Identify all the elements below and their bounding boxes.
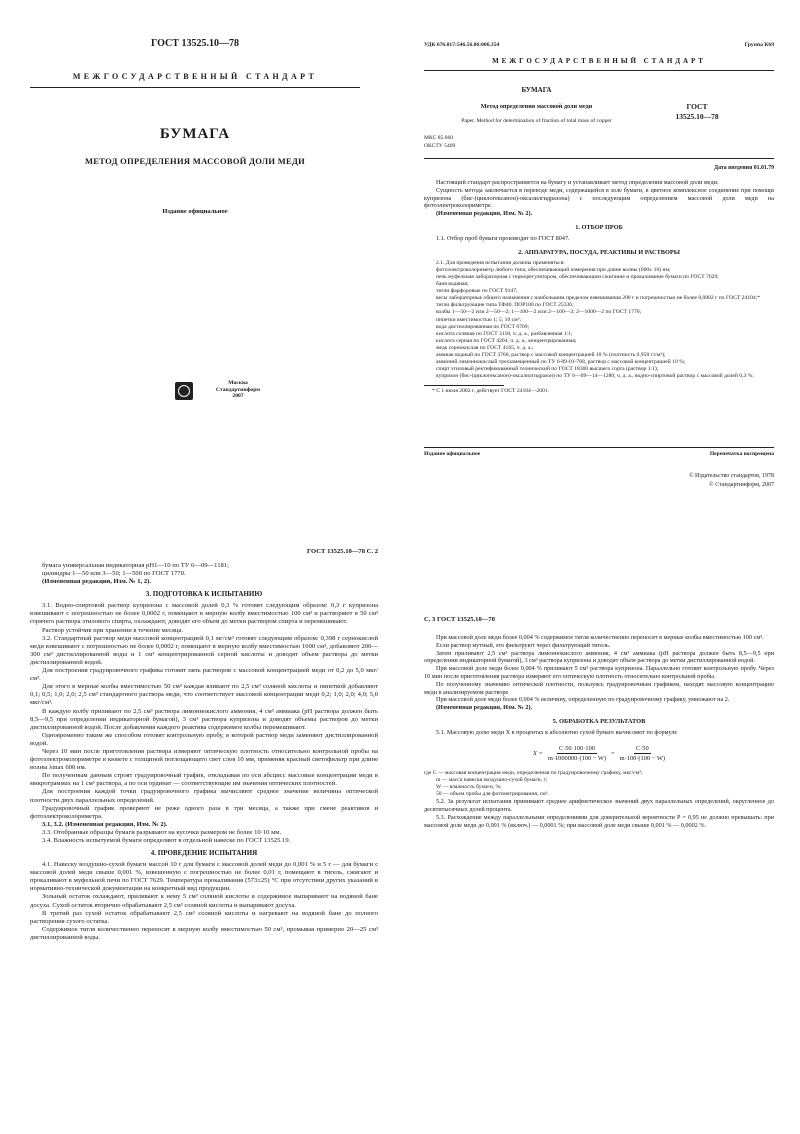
cover-subtitle: МЕТОД ОПРЕДЕЛЕНИЯ МАССОВОЙ ДОЛИ МЕДИ	[84, 156, 306, 166]
paragraph: Затем приливают 2,5 см³ раствора лимоннокислого аммония, 4 см³ аммиака (pH раствора должен быть 8,5—9,5 при определении индикаторной бумагой), 3 см³ раствора купризона и доводят объем раствора до метки дистиллированной водой.	[424, 649, 774, 665]
list-item: пипетки вместимостью 1; 5; 10 см³;	[436, 316, 521, 323]
section-5-title: 5. ОБРАБОТКА РЕЗУЛЬТАТОВ	[552, 717, 646, 725]
page-3-header: С. 3 ГОСТ 13525.10—78	[424, 616, 495, 623]
intro-paragraph: Сущность метода заключается в переводе меди, содержащейся в золе бумаги, в цветное комплексное соединение при помощи купризона (бис-(циклогексанон)-оксалилгидразона) с последующим определением массовой доли меди на фотоэлектроколориметре.	[424, 186, 774, 210]
list-item: вода дистиллированная по ГОСТ 6709;	[436, 323, 530, 330]
list-item: медь сернокислая по ГОСТ 4165, ч. д. а.;	[436, 344, 534, 351]
paragraph: 3.3. Отобранные образцы бумаги разрывают на кусочки размером не более 10·10 мм.	[42, 828, 282, 836]
formula-denominator: m·100·(100 − W)	[619, 754, 665, 762]
section-1-title: 1. ОТБОР ПРОБ	[575, 223, 623, 231]
list-item: печь муфельная лабораторная с терморегулятором, обеспечивающим сжигание и прокаливание бумаги по ГОСТ 7629;	[436, 273, 719, 280]
english-title: Paper. Method for determination of fraction of total mass of copper	[461, 118, 612, 124]
list-item: фотоэлектроколориметр любого типа, обеспечивающий измерения при длине волны (600± 10) нм;	[436, 266, 671, 273]
paragraph: При массовой доле меди более 0,004 % содержимое тигля количественно переносят в мерные колбы вместимостью 100 см³.	[436, 634, 764, 641]
list-item: аммоний лимоннокислый трехзамещенный по ТУ 6-09-01-768, раствор с массовой концентрацией 10 %;	[436, 359, 686, 366]
paragraph: По полученным данным строят градуировочный график, откладывая по оси абсцисс массовые концентрации меди в микрограммах на 1 см³ раствора, а по оси ординат — соответствующие им значения оптических плотностей.	[30, 772, 378, 788]
paragraph: Если раствор мутный, его фильтруют через фильтрующий тигель.	[436, 641, 611, 649]
list-item: 2.1. Для проведения испытания должны применяться:	[436, 259, 565, 266]
list-item: кислота соляная по ГОСТ 3118, ч. д. а., разбавленная 1:1;	[436, 330, 573, 337]
variable-line: W — влажность бумаги, %;	[436, 783, 502, 790]
variable-line: 50 — объем пробы для фотометрирования, см³.	[436, 791, 549, 798]
footnote: * С 1 июля 2002 г. действует ГОСТ 24104—2001.	[432, 388, 550, 395]
footer-divider	[424, 447, 774, 448]
meta-divider	[424, 158, 774, 159]
udc-code: УДК 676.017:546.56.06:006.354	[424, 42, 500, 48]
paragraph: Для построения градуировочного графика готовят пять растворов с массовой концентрацией меди от 0,2 до 5,0 мкг/см³.	[30, 667, 378, 683]
paragraph: Для построения каждой точки градуировочного графика вычисляют среднее значение величины оптической плотности двух параллельных определений.	[30, 788, 378, 804]
intro-paragraph: Настоящий стандарт распространяется на бумагу и устанавливает метод определения массовой доли меди.	[436, 179, 719, 186]
formula-equals: =	[611, 749, 615, 757]
footnote-divider	[424, 385, 504, 386]
paragraph: Содержимое тигля количественно переносят в мерную колбу вместимостью 50 см³, промывая примерно 20—25 см³ дистиллированной воды.	[30, 925, 378, 941]
formula-numerator: C·50·100·100	[558, 744, 596, 752]
page-2	[30, 548, 378, 1088]
paragraph: При массовой доле меди более 0,004 % приливают 5 см³ раствора купризона. Параллельно готовят контрольную пробу. Через 10 мин после приготовления раствора измеряют его оптическую плотность относительно контрольной пробы.	[424, 665, 774, 680]
group-code: Группа К69	[744, 42, 774, 48]
cover-edition: Издание официальное	[162, 208, 228, 215]
footer-edition: Издание официальное	[424, 451, 481, 457]
list-item: баня водяная;	[436, 281, 469, 288]
cover-title: БУМАГА	[159, 126, 231, 142]
cover-publisher: Москва Стандартинформ 2007	[215, 380, 261, 400]
variable-line: m — масса навески воздушно-сухой бумаги, г;	[436, 776, 548, 783]
paragraph: 3.4. Влажность испытуемой бумаги определяют в отдельной навеске по ГОСТ 13525.19.	[42, 837, 291, 844]
paragraph: В третий раз сухой остаток обрабатывают 2,5 см³ соляной кислоты и нагревают на водяной бане до полного растворения сухого остатка.	[30, 909, 378, 925]
okstu-code: ОКСТУ 5409	[424, 143, 456, 149]
paragraph: 5.3. Расхождение между параллельными определениями для доверительной вероятности P = 0,95 не должно превышать: при массовой доле меди до 0,001 % (включ.) — 0,0001 %; при массовой доле меди свыше 0,001 % — 0,0002 %.	[424, 813, 774, 829]
paragraph: 5.1. Массовую долю меди X в процентах к абсолютно сухой бумаге вычисляют по формуле	[436, 728, 678, 736]
amendment-note: (Измененная редакция, Изм. № 2).	[436, 210, 533, 218]
publisher-logo-icon	[175, 382, 193, 400]
equipment-list	[424, 260, 774, 381]
formula-fraction	[548, 745, 606, 762]
page-2-body	[30, 562, 378, 942]
formula-lhs: X =	[533, 749, 543, 757]
paragraph: Градуировочный график проверяют не реже одного раза в три месяца, а также при смене реактивов и фотоэлектроколориметра.	[30, 804, 378, 820]
paragraph: Зольный остаток охлаждают, приливают к нему 5 см³ соляной кислоты и содержимое выпаривают на водяной бане досуха. Сухой остаток вторично обрабатывают 2,5 см³ соляной кислоты и выпаривают досуха.	[30, 893, 378, 909]
section-2-title: 2. АППАРАТУРА, ПОСУДА, РЕАКТИВЫ И РАСТВОРЫ	[518, 248, 680, 256]
title-banner: МЕЖГОСУДАРСТВЕННЫЙ СТАНДАРТ	[492, 57, 706, 65]
paragraph: 3.1. Водно-спиртовой раствор купризона с массовой долей 0,3 % готовят следующим образом: 0,3 г купризона взвешивают с погрешностью не более 0,0002 г, помещают в мерную колбу вместимостью 100 см³ и растворяют в 50 см³ горячего раствора этилового спирта, охлаждают, доводят его объем до метки раствором спирта и перемешивают.	[30, 602, 378, 626]
page-3-body	[424, 634, 774, 829]
paragraph: 4.1. Навеску воздушно-сухой бумаги массой 10 г для бумаги с массовой долей меди до 0,001 % и 5 г — для бумаги с массовой долей меди свыше 0,001 %, взвешенную с погрешностью не более 0,01 г, помещают в тигель, сжигают и прокаливают в муфельной печи по ГОСТ 7629. Температура прокаливания (573±25) °С при отсутствии других указаний в нормативно-технической документации на конкретный вид продукции.	[30, 861, 378, 893]
paragraph: Через 10 мин после приготовления раствора измеряют оптическую плотность относительно контрольной пробы на фотоэлектроколориметре в кювете с толщиной поглощающего свет слоя 10 мм, применяя красный светофильтр при длине волны λmax 600 нм.	[30, 747, 378, 772]
list-item: колбы 1—50—2 или 2—50—2; 1—100—2 или 2—100—2; 2—1000—2 по ГОСТ 1770;	[436, 309, 642, 316]
list-item: спирт этиловый ректификованный технический по ГОСТ 18300 высшего сорта (раствор 1:1);	[436, 366, 659, 373]
formula-numerator: C·50	[635, 744, 649, 752]
list-item: аммиак водный по ГОСТ 3760, раствор с массовой концентрацией 10 % (плотность 0,958 г/см³);	[436, 352, 666, 358]
title-divider	[424, 70, 774, 71]
list-item: тигли фильтрующие типа ТФ40, ПОР100 по ГОСТ 25336;	[436, 302, 574, 309]
cover-banner: МЕЖГОСУДАРСТВЕННЫЙ СТАНДАРТ	[72, 72, 318, 81]
variable-line: где C — массовая концентрация меди, определенная по градуировочному графику, мкг/см³;	[424, 769, 643, 776]
footer-reprint: Перепечатка воспрещена	[709, 451, 774, 457]
list-item: кислота серная по ГОСТ 4204, ч. д. а., концентрированная;	[436, 337, 577, 344]
section-4-title: 4. ПРОВЕДЕНИЕ ИСПЫТАНИЯ	[150, 849, 258, 858]
list-item: весы лабораторные общего назначения с наибольшим пределом взвешивания 200 г и погрешностью не более 0,0002 г по ГОСТ 24104;*	[436, 295, 761, 302]
title-sheet-body	[424, 179, 774, 395]
section-1-text: 1.1. Отбор проб бумаги производят по ГОСТ 8047.	[436, 234, 570, 242]
page-2-header: ГОСТ 13525.10—78 С. 2	[307, 548, 378, 555]
list-item: цилиндры 1—50 или 3—50; 1—500 по ГОСТ 1770.	[42, 570, 186, 578]
gost-code-box: ГОСТ 13525.10—78	[675, 102, 719, 121]
page-3	[424, 616, 774, 936]
variables-legend	[424, 770, 774, 798]
intro-date: Дата введения 01.01.79	[714, 165, 774, 171]
cover-gost-number: ГОСТ 13525.10—78	[151, 38, 239, 49]
section-3-title: 3. ПОДГОТОВКА К ИСПЫТАНИЮ	[145, 590, 263, 599]
formula-denominator: m·1000000·(100 − W)	[547, 754, 606, 762]
sheet-title: БУМАГА	[521, 86, 552, 94]
list-item: купризон (бис-(циклогексанон)-оксалилгидразон) по ТУ 6—09—14—1280, ч. д. а., водно-спиртовой раствор с массовой долей 0,3 %;	[436, 373, 754, 380]
method-title: Метод определения массовой доли меди	[480, 103, 593, 110]
paragraph: Для этого в мерные колбы вместимостью 50 см³ каждая вливают по 2,5 см³ соляной кислоты и пипеткой добавляют 0,1; 0,5; 1,0; 2,0; 2,5 см³ стандартного раствора меди, что соответствует массовой концентрации меди 0,2; 1,0; 2,0; 4,0; 5,0 мкг/см³.	[30, 683, 378, 707]
amendment-note: (Измененная редакция, Изм. № 1, 2).	[42, 578, 152, 586]
paragraph: В каждую колбу приливают по 2,5 см³ раствора лимоннокислого аммония, 4 см³ аммиака (pH раствора должен быть 8,5—9,5 при определении индикаторной бумагой), 3 см³ раствора купризона и доводят объемы растворов до метки дистиллированной водой. После добавления каждого реактива содержимое колбы перемешивают.	[30, 707, 378, 731]
result-formula	[424, 745, 774, 762]
page-title-sheet	[424, 42, 774, 522]
paragraph: Раствор устойчив при хранении в течение месяца.	[42, 626, 183, 634]
amendment-note: (Измененная редакция, Изм. № 2).	[436, 704, 533, 712]
cover-divider	[30, 87, 360, 88]
mks-code: МКС 85.060	[424, 135, 454, 141]
paragraph: По полученному значению оптической плотности, пользуясь градуировочным графиком, находят массовую концентрацию меди в анализируемом растворе.	[424, 680, 774, 696]
copyright: © Издательство стандартов, 1978 © Стандартинформ, 2007	[688, 473, 774, 488]
list-item: бумага универсальная индикаторная pH1—10 по ТУ 6—09—1181;	[42, 562, 229, 569]
list-item: тигли фарфоровые по ГОСТ 9147;	[436, 288, 518, 295]
paragraph: При массовой доле меди более 0,004 % величину, определенную по градуировочному графику, умножают на 2.	[436, 696, 730, 704]
paragraph: Одновременно таким же способом готовят контрольную пробу, в которой раствор меди заменяют дистиллированной водой.	[30, 731, 378, 747]
paragraph: 5.2. За результат испытания принимают среднее арифметическое значений двух параллельных определений, округленное до десятитысячных долей процента.	[424, 798, 774, 813]
amendment-note: 3.1, 3.2. (Измененная редакция, Изм. № 2).	[42, 820, 168, 828]
paragraph: 3.2. Стандартный раствор меди массовой концентрацией 0,1 мг/см³ готовят следующим образом: 0,398 г сернокислой меди взвешивают с погрешностью не более 0,0002 г, помещают в мерную колбу вместимостью 1000 см³, добавляют 200—300 см³ дистиллированной воды и 1 см³ концентрированной серной кислоты и доводят объем раствора до метки дистиллированной водой.	[30, 634, 378, 666]
formula-fraction	[620, 745, 665, 762]
page-cover	[30, 30, 360, 420]
